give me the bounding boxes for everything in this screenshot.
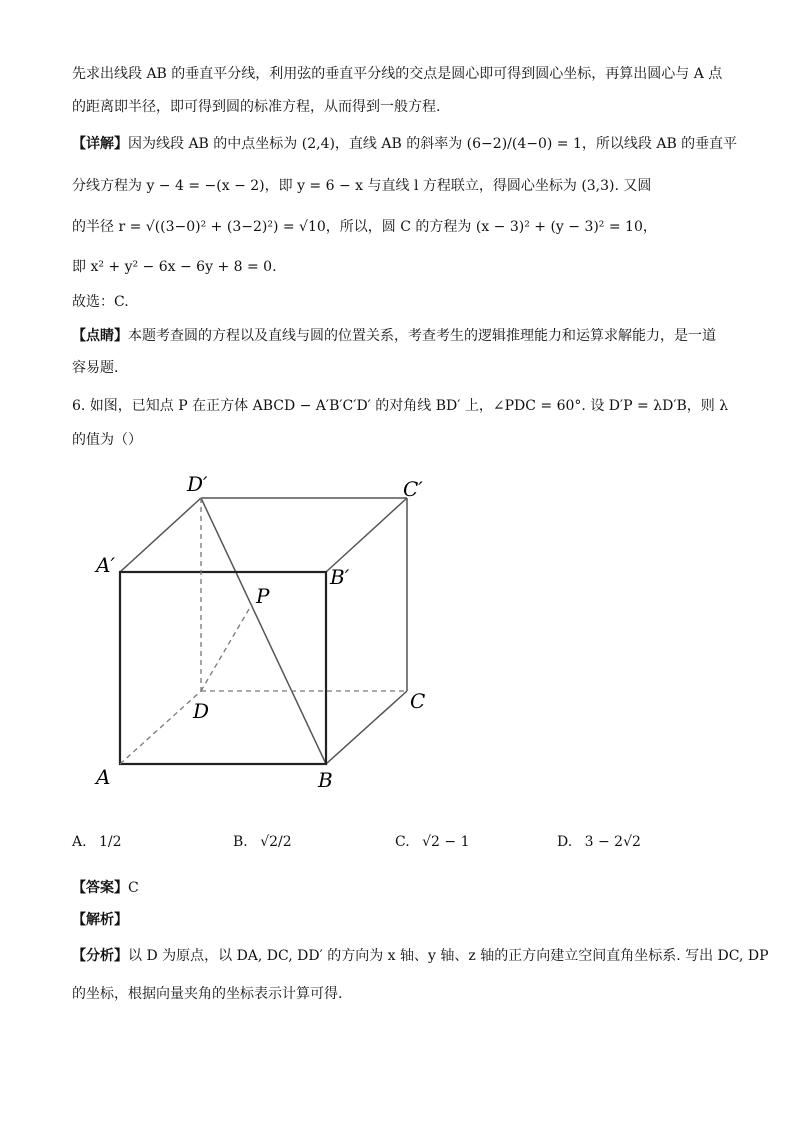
answer-value: C	[128, 880, 139, 896]
edge-a-d-hidden	[120, 691, 201, 764]
label-c: C	[410, 689, 426, 713]
edge-a1-d1	[120, 498, 201, 572]
label-d: D	[193, 699, 210, 723]
comment-line	[72, 326, 716, 346]
text-line-6: 即 x² + y² − 6x − 6y + 8 = 0.	[72, 259, 277, 275]
option-b-letter: B.	[233, 834, 248, 850]
option-d-letter: D.	[557, 834, 573, 850]
comment-text: 本题考查圆的方程以及直线与圆的位置关系，考查考生的逻辑推理能力和运算求解能力，是一道	[128, 328, 716, 344]
text-line-7: 故选：C.	[72, 294, 129, 310]
analysis-line-2: 的坐标，根据向量夹角的坐标表示计算可得.	[72, 986, 343, 1002]
question-6: 6. 如图，已知点 P 在正方体 ABCD − A′B′C′D′ 的对角线 BD′ 上，∠PDC = 60°. 设 D′P = λD′B，则 λ	[72, 398, 729, 414]
text-line-5: 的半径 r = √((3−0)² + (3−2)²) = √10，所以，圆 C 的方程为 (x − 3)² + (y − 3)² = 10，	[72, 219, 657, 235]
front-face	[120, 572, 326, 764]
answer-tag: 【答案】	[72, 880, 128, 896]
option-a-letter: A.	[72, 834, 87, 850]
option-c	[395, 832, 470, 852]
text-line-1: 先求出线段 AB 的垂直平分线，利用弦的垂直平分线的交点是圆心即可得到圆心坐标，再算出圆心与 A 点	[72, 66, 723, 82]
text-line-4: 分线方程为 y − 4 = −(x − 2)，即 y = 6 − x 与直线 l 方程联立，得圆心坐标为 (3,3). 又圆	[72, 178, 652, 194]
question-6-tail: 的值为（）	[72, 432, 142, 448]
option-a-value: 1/2	[99, 834, 122, 850]
analysis-title-text: 【解析】	[72, 912, 128, 928]
option-b-value: √2/2	[260, 834, 292, 850]
segment-d-p-hidden	[201, 604, 252, 691]
label-b1: B′	[330, 565, 350, 589]
label-b: B	[318, 768, 333, 792]
detail-tag: 【详解】	[72, 136, 128, 152]
text-line-9: 容易题.	[72, 360, 119, 376]
option-c-letter: C.	[395, 834, 410, 850]
comment-tag: 【点睛】	[72, 328, 128, 344]
label-a1: A′	[96, 553, 115, 577]
label-p: P	[256, 584, 270, 608]
option-b	[233, 832, 292, 852]
detail-line	[72, 134, 737, 154]
label-c1: C′	[403, 477, 423, 501]
analysis-line-1	[72, 946, 769, 966]
answer-line	[72, 878, 139, 898]
option-c-value: √2 − 1	[422, 834, 470, 850]
edge-b1-c1	[326, 498, 407, 572]
label-a: A	[96, 765, 111, 789]
option-d-value: 3 − 2√2	[584, 834, 641, 850]
detail-text: 因为线段 AB 的中点坐标为 (2,4)，直线 AB 的斜率为 (6−2)/(4−0) = 1，所以线段 AB 的垂直平	[128, 136, 738, 152]
analysis-text-1: 以 D 为原点，以 DA, DC, DD′ 的方向为 x 轴、y 轴、z 轴的正方向建立空间直角坐标系. 写出 DC, DP	[128, 948, 769, 964]
option-d	[557, 832, 641, 852]
analysis-title	[72, 910, 128, 930]
option-a	[72, 832, 122, 852]
text-line-2: 的距离即半径，即可得到圆的标准方程，从而得到一般方程.	[72, 99, 441, 115]
label-d1: D′	[187, 472, 208, 496]
analysis-tag: 【分析】	[72, 948, 128, 964]
diagonal-d1-b	[201, 498, 326, 764]
edge-b-c	[326, 691, 407, 764]
